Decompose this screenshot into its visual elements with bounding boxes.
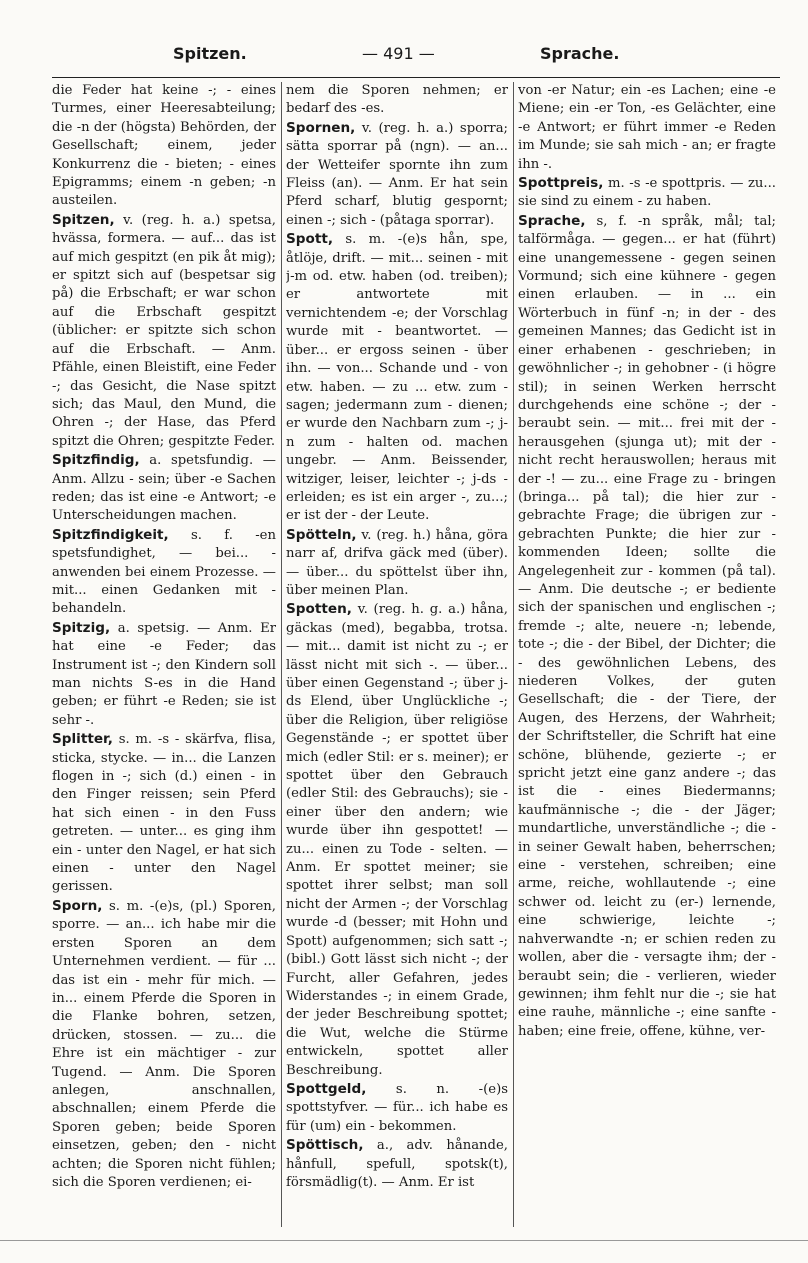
dictionary-entry — [286, 600, 508, 1080]
page-header — [60, 44, 780, 70]
entry-text: die Feder hat keine -; - eines Turmes, einer Heeresabteilung; die -n der (högsta) Behörden, der Gesellschaft; einem, jeder Konkurrenz die - bieten; - eines Epigramms; einem -n geben; -n austeilen. — [52, 83, 276, 209]
dictionary-entry — [52, 526, 276, 619]
column-separator — [281, 82, 282, 1227]
dictionary-entry — [286, 1136, 508, 1192]
entry-text: v. (reg. h.) håna, göra narr af, drifva gäck med (über). — über... du spöttelst über ihn, über meinen Plan. — [286, 527, 508, 598]
dictionary-entry — [286, 230, 508, 526]
entry-text: s. f. -en spetsfundighet, — bei... - anwenden bei einem Prozesse. — mit... einen Gedanken mit - behandeln. — [52, 527, 276, 617]
headword: Spöttisch, — [286, 1137, 364, 1154]
dictionary-entry — [286, 526, 508, 601]
dictionary-entry — [52, 730, 276, 897]
dictionary-entry — [518, 212, 776, 1041]
entry-text: a. spetsfundig. — Anm. Allzu - sein; über -e Sachen reden; das ist eine -e Antwort; -e Unterscheidungen machen. — [52, 453, 276, 524]
entry-text: a., adv. hånande, hånfull, spefull, spotsk(t), försmädlig(t). — Anm. Er ist — [286, 1138, 508, 1190]
entry-text: a. spetsig. — Anm. Er hat eine -e Feder; das Instrument ist -; den Kindern soll man nichts S-es in die Hand geben; er führt -e Reden; sie ist sehr -. — [52, 620, 276, 728]
headword: Spitzfindig, — [52, 452, 140, 469]
headword: Spottpreis, — [518, 175, 604, 192]
page-number: — 491 — — [362, 44, 435, 63]
entry-text: von -er Natur; ein -es Lachen; eine -e Miene; ein -er Ton, -es Gelächter, eine -e Antwort; er führt immer -e Reden im Munde; sie sah mich - an; er fragte ihn -. — [518, 83, 776, 172]
entry-continuation — [518, 82, 776, 174]
headword: Splitter, — [52, 731, 113, 748]
dictionary-entry — [286, 1080, 508, 1136]
column-2 — [286, 82, 508, 1227]
entry-text: v. (reg. h. a.) sporra; sätta sporrar på (ngn). — an... der Wetteifer spornte ihn zum Fleiss (an). — Anm. Er hat sein Pferd scharf, blutig gespornt; einen -; sich - (påtaga sporrar). — [286, 120, 508, 228]
entry-text: nem die Sporen nehmen; er bedarf des -es. — [286, 83, 508, 117]
entry-text: v. (reg. h. a.) spetsa, hvässa, formera. — auf... das ist auf mich gespitzt (en pik åt mig); er spitzt sich auf (bespetsar sig på) die Erbschaft; er war schon auf die Erbschaft gespitzt (üblicher: er spitzte sich schon auf die Erbschaft. — Anm. Pfähle, einen Bleistift, eine Feder -; das Gesicht, die Nase spitzt sich; das Maul, den Mund, die Ohren -; der Hase, das Pferd spitzt die Ohren; gespitzte Feder. — [52, 212, 276, 449]
headword: Spotten, — [286, 601, 352, 618]
headword: Spott, — [286, 231, 334, 248]
entry-continuation — [52, 82, 276, 211]
headword: Spottgeld, — [286, 1080, 367, 1097]
running-head-left: Spitzen. — [173, 44, 247, 63]
dictionary-entry — [52, 451, 276, 526]
dictionary-entry — [52, 211, 276, 451]
headword: Spitzfindigkeit, — [52, 526, 169, 543]
entry-text: s. n. -(e)s spottstyfver. — für... ich habe es für (um) ein - bekommen. — [286, 1081, 508, 1134]
column-1 — [52, 82, 276, 1227]
running-head-right: Sprache. — [540, 44, 620, 63]
entry-continuation — [286, 82, 508, 119]
text-columns — [52, 82, 780, 1232]
dictionary-entry — [518, 174, 776, 212]
entry-text: s, f. -n språk, mål; tal; talförmåga. — gegen... er hat (führt) eine unangemessene - gegen seinen Vormund; sich eine kühnere - gegen einen erlauben. — in ... ein Wörterbuch in fünf -n; in der - des gemeinen Mannes; das Gedicht ist in einer erhabenen - geschrieben; in gewöhnlicher -; in gehobner - (i högre stil); in seinen Werken herrscht durchgehends eine schöne -; der - beraubt sein. — mit... frei mit der - herausgehen (sjunga ut); mit der - nicht recht herauswollen; heraus mit der -! — zu... eine Frage zu - bringen (bringa... på tal); die hier zur - gebrachte Frage; die übrigen zur - gebrachten Punkte; die hier zur - kommenden Ideen; sollte die Angelegenheit zur - kommen (på tal). — Anm. Die deutsche -; er bediente sich der spanischen und englischen -; fremde -; alte, neuere -n; lebende, tote -; die - der Bibel, der Dichter; die - des gewöhnlichen Lebens, des niederen Volkes, der guten Gesellschaft; die - der Tiere, der Augen, des Herzens, der Wahrheit; der Schriftsteller, die Schrift hat eine schöne, blühende, gezierte -; er spricht jetzt eine ganz andere -; das ist die - eines Biedermanns; kaufmännische -; die - der Jäger; mundartliche, unverständliche -; die - in seiner Gewalt haben, beherrschen; eine - verstehen, schreiben; eine arme, reiche, wohllautende -; eine schwer od. leicht zu (er-) lernende, eine schwierige, leichte -; nahverwandte -n; er schien reden zu wollen, aber die - versagte ihm; der - beraubt sein; die - verlieren, wieder gewinnen; ihm fehlt nur die -; sie hat eine rauhe, männliche -; eine sanfte - haben; eine freie, offene, kühne, ver- — [518, 213, 776, 1039]
column-3 — [518, 82, 776, 1227]
headword: Spötteln, — [286, 526, 357, 543]
dictionary-entry — [286, 119, 508, 230]
bottom-rule — [0, 1240, 808, 1241]
entry-text: s. m. -(e)s hån, spe, åtlöje, drift. — mit... seinen - mit j-m od. etw. haben (od. treiben); er antwortete mit vernichtendem -e; der Vorschlag wurde mit - beantwortet. — über... er ergoss seinen - über ihn. — von... Schande und - von etw. haben. — zu ... etw. zum - sagen; jedermann zum - dienen; er wurde den Nachbarn zum -; j-n zum - halten od. machen ungebr. — Anm. Beissender, witziger, leiser, leichter -; j-ds - erleiden; es ist ein arger -, zu...; er ist der - der Leute. — [286, 232, 508, 524]
entry-text: s. m. -s - skärfva, flisa, sticka, stycke. — in... die Lanzen flogen in -; sich (d.) einen - in den Finger reissen; sein Pferd hat sich einen - in den Fuss getreten. — unter... es ging ihm ein - unter den Nagel, er hat sich einen - unter den Nagel gerissen. — [52, 732, 276, 895]
headword: Sprache, — [518, 212, 586, 229]
headword: Spitzig, — [52, 619, 111, 636]
headword: Spitzen, — [52, 211, 115, 228]
dictionary-entry — [52, 619, 276, 730]
entry-text: s. m. -(e)s, (pl.) Sporen, sporre. — an... ich habe mir die ersten Sporen an dem Unternehmen verdient. — für ... das ist ein - mehr für mich. — in... einem Pferde die Sporen in die Flanke bohren, setzen, drücken, stossen. — zu... die Ehre ist ein mächtiger - zur Tugend. — Anm. Die Sporen anlegen, anschnallen, abschnallen; einem Pferde die Sporen geben; beide Sporen einsetzen, geben; den - nicht achten; die Sporen nicht fühlen; sich die Sporen verdienen; ei- — [52, 898, 276, 1190]
headword: Spornen, — [286, 119, 356, 136]
column-separator — [513, 82, 514, 1227]
headword: Sporn, — [52, 897, 103, 914]
entry-text: v. (reg. h. g. a.) håna, gäckas (med), begabba, trotsa. — mit... damit ist nicht zu -; er lässt nicht mit sich -. — über... über einen Gegenstand -; über j-ds Elend, über Unglückliche -; über die Religion, über religiöse Gegenstände -; er spottet über mich (edler Stil: er s. meiner); er spottet über den Gebrauch (edler Stil: des Gebrauchs); sie - einer über den andern; wie wurde über ihn gespottet! — zu... einen zu Tode - selten. — Anm. Er spottet meiner; sie spottet ihrer selbst; man soll nicht der Armen -; der Vorschlag wurde -d (besser; mit Hohn und Spott) aufgenommen; sich satt -; (bibl.) Gott lässt sich nicht -; der Furcht, aller Gefahren, jedes Widerstandes -; in einem Grade, der jeder Beschreibung spottet; die Wut, welche die Stürme entwickeln, spottet aller Beschreibung. — [286, 602, 508, 1078]
header-rule — [52, 77, 780, 78]
dictionary-entry — [52, 897, 276, 1193]
entry-text: m. -s -e spottpris. — zu... sie sind zu einem - zu haben. — [518, 176, 776, 210]
